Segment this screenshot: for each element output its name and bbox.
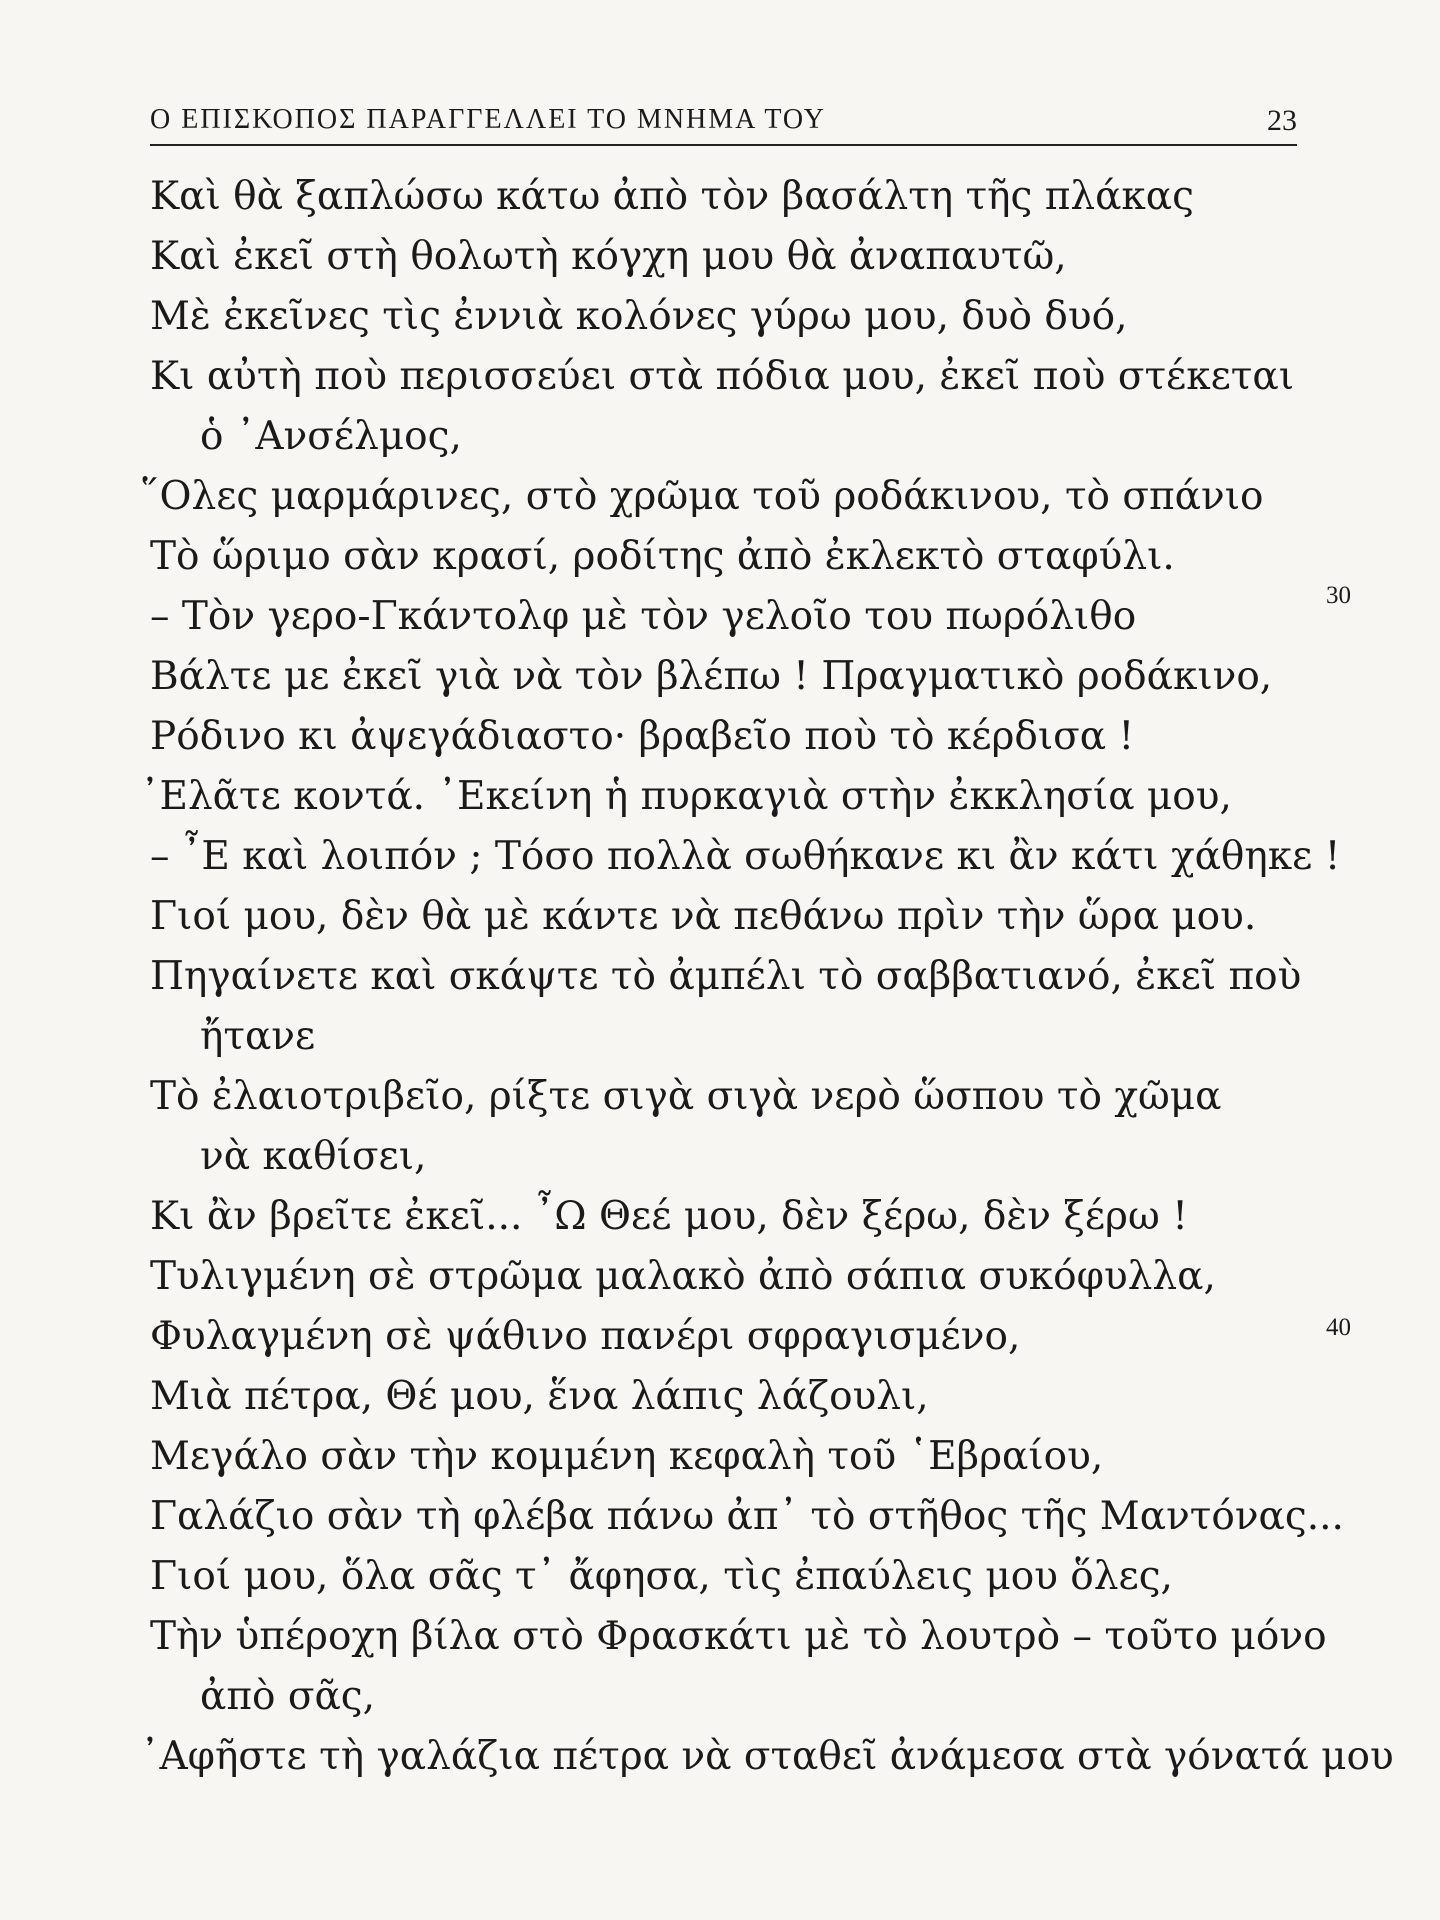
poem-line: ᾿Αφῆστε τὴ γαλάζια πέτρα νὰ σταθεῖ ἀνάμεσα στὰ γόνατά μου [140,1734,1394,1779]
running-header [150,100,1297,146]
poem-line: ῞Ολες μαρμάρινες, στὸ χρῶμα τοῦ ροδάκινου, τὸ σπάνιο [140,474,1264,519]
line-number-marker: 40 [1326,1314,1351,1341]
poem-line: Βάλτε με ἐκεῖ γιὰ νὰ τὸν βλέπω ! Πραγματικὸ ροδάκινο, [150,654,1273,699]
poem-line: Πηγαίνετε καὶ σκάψτε τὸ ἀμπέλι τὸ σαββατιανό, ἐκεῖ ποὺ [150,954,1302,999]
poem-line: Γαλάζιο σὰν τὴ φλέβα πάνω ἀπ᾿ τὸ στῆθος τῆς Μαντόνας... [150,1494,1344,1539]
poem-line: Τὸ ἐλαιοτριβεῖο, ρίξτε σιγὰ σιγὰ νερὸ ὥσπου τὸ χῶμα [150,1074,1222,1119]
poem-line-continuation: ἤτανε [200,1014,316,1059]
poem-line: Γιοί μου, δὲν θὰ μὲ κάντε νὰ πεθάνω πρὶν τὴν ὥρα μου. [150,894,1257,939]
poem-line: – ῏Ε καὶ λοιπόν ; Τόσο πολλὰ σωθήκανε κι ἂν κάτι χάθηκε ! [150,834,1341,879]
poem-line: Καὶ ἐκεῖ στὴ θολωτὴ κόγχη μου θὰ ἀναπαυτῶ, [150,234,1067,279]
poem-line: Κι ἂν βρεῖτε ἐκεῖ... ῏Ω Θεέ μου, δὲν ξέρω, δὲν ξέρω ! [150,1194,1188,1239]
poem-line: Φυλαγμένη σὲ ψάθινο πανέρι σφραγισμένο, [150,1314,1021,1359]
poem-line-continuation: ἀπὸ σᾶς, [200,1674,376,1719]
poem-line: Γιοί μου, ὅλα σᾶς τ᾿ ἄφησα, τὶς ἐπαύλεις μου ὅλες, [150,1554,1173,1599]
poem-line: ᾿Ελᾶτε κοντά. ᾿Εκείνη ἡ πυρκαγιὰ στὴν ἐκκλησία μου, [140,774,1232,819]
poem-line: Μεγάλο σὰν τὴν κομμένη κεφαλὴ τοῦ ῾Εβραίου, [150,1434,1104,1479]
line-number-marker: 30 [1326,582,1351,609]
poem-line: Τὸ ὥριμο σὰν κρασί, ροδίτης ἀπὸ ἐκλεκτὸ σταφύλι. [150,534,1175,579]
poem-line: Τυλιγμένη σὲ στρῶμα μαλακὸ ἀπὸ σάπια συκόφυλλα, [150,1254,1216,1299]
poem-line: Μὲ ἐκεῖνες τὶς ἐννιὰ κολόνες γύρω μου, δυὸ δυό, [150,294,1128,339]
poem-line-continuation: ὁ ᾿Ανσέλμος, [200,414,462,459]
poem-line-continuation: νὰ καθίσει, [200,1134,427,1179]
poem-line: Μιὰ πέτρα, Θέ μου, ἕνα λάπις λάζουλι, [150,1374,929,1419]
poem-line: – Τὸν γερο-Γκάντολφ μὲ τὸν γελοῖο του πωρόλιθο [150,594,1137,639]
poem-line: Τὴν ὑπέροχη βίλα στὸ Φρασκάτι μὲ τὸ λουτρὸ – τοῦτο μόνο [150,1614,1327,1659]
poem-line: Κι αὐτὴ ποὺ περισσεύει στὰ πόδια μου, ἐκεῖ ποὺ στέκεται [150,354,1295,399]
poem-line: Καὶ θὰ ξαπλώσω κάτω ἀπὸ τὸν βασάλτη τῆς πλάκας [150,174,1194,219]
page-number: 23 [1267,104,1297,137]
chapter-title: Ο ΕΠΙΣΚΟΠΟΣ ΠΑΡΑΓΓΕΛΛΕΙ ΤΟ ΜΝΗΜΑ ΤΟΥ [150,104,826,135]
poem-line: Ρόδινο κι ἀψεγάδιαστο· βραβεῖο ποὺ τὸ κέρδισα ! [150,714,1135,759]
